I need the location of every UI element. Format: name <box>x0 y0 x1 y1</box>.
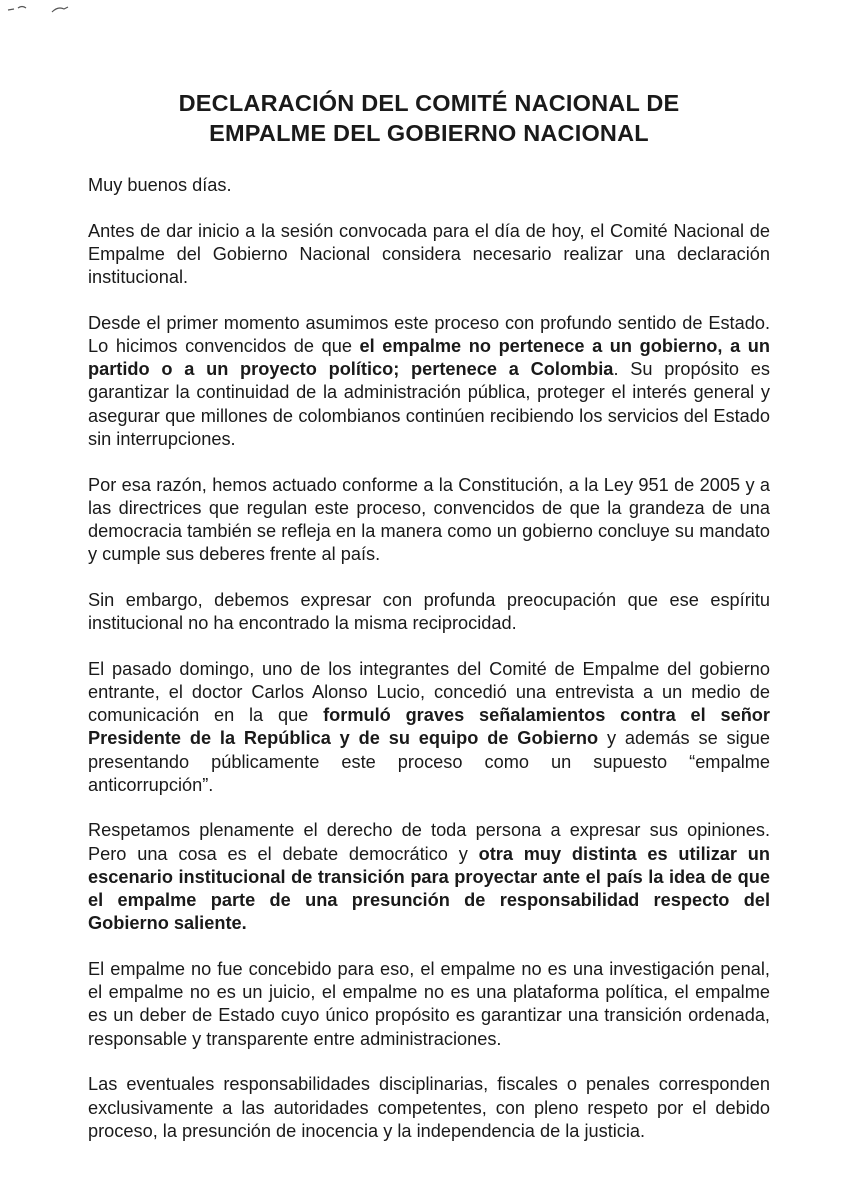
paragraph-7: El empalme no fue concebido para eso, el empalme no es una investigación penal, el empalme no es un juicio, el empalme no es una plataforma política, el empalme es un deber de Estado cuyo único propósito es garantizar una transición ordenada, responsable y transparente entre administraciones. <box>88 958 770 1049</box>
paragraph-3: Por esa razón, hemos actuado conforme a la Constitución, a la Ley 951 de 2005 y a las directrices que regulan este proceso, convencidos de que la grandeza de una democracia también se refleja en la manera como un gobierno concluye su mandato y cumple sus deberes frente al país. <box>88 474 770 565</box>
scan-artifact-marks <box>6 2 76 18</box>
emphasis: formuló graves señalamientos contra el señor Presidente de la República y de su equipo de Gobierno <box>88 705 770 749</box>
paragraph-8: Las eventuales responsabilidades disciplinarias, fiscales o penales corresponden exclusivamente a las autoridades competentes, con pleno respeto por el debido proceso, la presunción de inocencia y la independencia de la justicia. <box>88 1074 770 1141</box>
paragraph-5: El pasado domingo, uno de los integrantes del Comité de Empalme del gobierno entrante, el doctor Carlos Alonso Lucio, concedió una entrevista a un medio de comunicación en la que formuló graves señalamientos contra el señor Presidente de la República y de su equipo de Gobierno y además se sigue presentando públicamente este proceso como un supuesto “empalme anticorrupción”. <box>88 658 771 795</box>
emphasis: otra muy distinta es utilizar un escenario institucional de transición para proyectar ante el país la idea de que el empalme parte de una presunción de responsabilidad respecto del Gobierno saliente. <box>88 843 770 934</box>
paragraph-4: Sin embargo, debemos expresar con profunda preocupación que ese espíritu institucional no ha encontrado la misma reciprocidad. <box>88 589 770 634</box>
paragraph-6: Respetamos plenamente el derecho de toda persona a expresar sus opiniones. Pero una cosa es el debate democrático y otra muy distinta es utilizar un escenario institucional de transición para proyectar ante el país la idea de que el empalme parte de una presunción de responsabilidad respecto del Gobierno saliente. <box>88 820 770 934</box>
paragraph-2: Desde el primer momento asumimos este proceso con profundo sentido de Estado. Lo hicimos convencidos de que el empalme no pertenece a un gobierno, a un partido o a un proyecto político; pertenece a Colombia. Su propósito es garantizar la continuidad de la administración pública, proteger el interés general y asegurar que millones de colombianos continúen recibiendo los servicios del Estado sin interrupciones. <box>88 312 771 449</box>
paragraph-1: Antes de dar inicio a la sesión convocada para el día de hoy, el Comité Nacional de Empalme del Gobierno Nacional considera necesario realizar una declaración institucional. <box>88 220 770 288</box>
document-page <box>88 88 770 1143</box>
emphasis: el empalme no pertenece a un gobierno, a un partido o a un proyecto político; pertenece a Colombia <box>88 336 771 380</box>
greeting: Muy buenos días. <box>88 175 232 195</box>
title-line-2: EMPALME DEL GOBIERNO NACIONAL <box>209 120 649 146</box>
document-title <box>88 88 770 148</box>
title-line-1: DECLARACIÓN DEL COMITÉ NACIONAL DE <box>178 90 680 116</box>
